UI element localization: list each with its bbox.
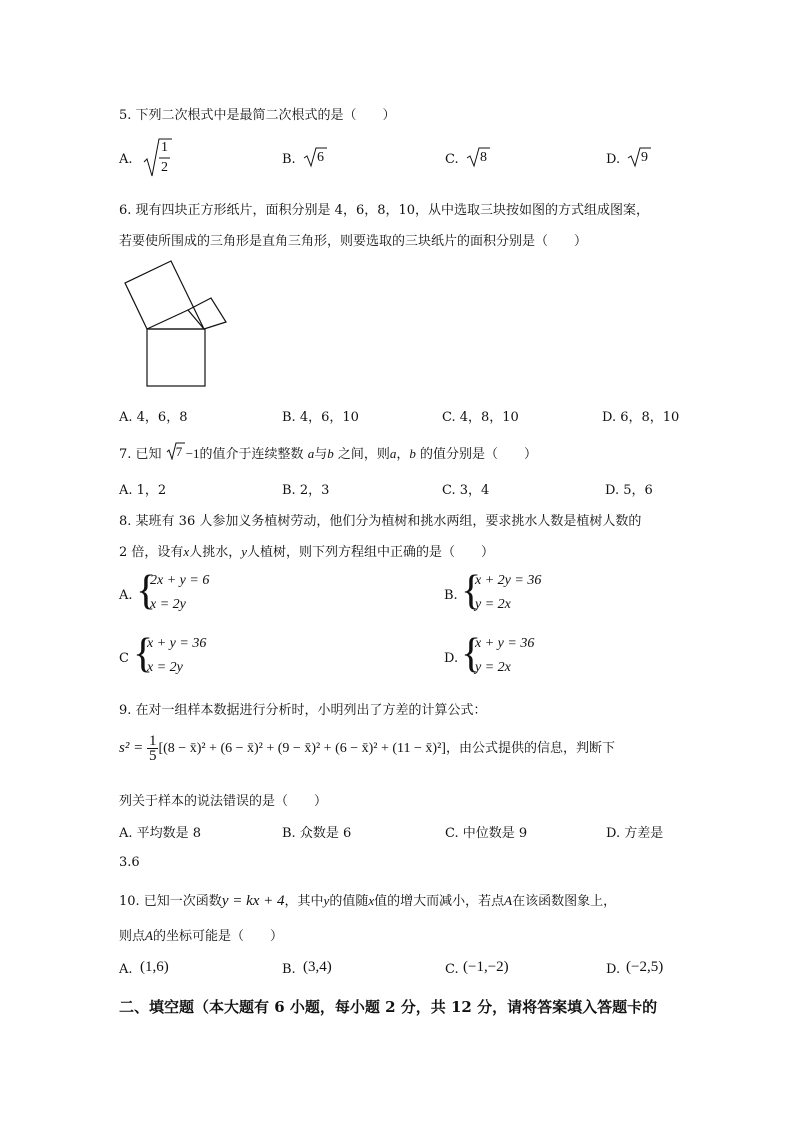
- q5-option-d-label: D.: [606, 152, 621, 167]
- brace-icon: {: [136, 568, 157, 614]
- q8-var-y: y: [241, 544, 247, 559]
- q8-line2-c: 人植树，则下列方程组中正确的是（ ）: [246, 545, 494, 560]
- triangle-leg: [147, 310, 188, 329]
- q10-option-a-label: A.: [119, 962, 133, 977]
- radical-icon: [303, 146, 329, 168]
- q5-option-a-label: A.: [119, 152, 133, 167]
- q8-var-x: x: [183, 544, 190, 559]
- q8-a-eq2: x = 2y: [150, 597, 186, 612]
- brace-icon: {: [461, 631, 482, 677]
- q10-mid4: 在该函数图象上，: [512, 894, 617, 909]
- brace-icon: {: [133, 631, 154, 677]
- q8-b-eq2: y = 2x: [475, 597, 511, 612]
- q9-stem: 9. 在对一组样本数据进行分析时，小明列出了方差的计算公式：: [119, 703, 487, 718]
- q7-option-a: A. 1，2: [119, 483, 167, 498]
- section-heading: 二、填空题（本大题有 6 小题，每小题 2 分，共 12 分，请将答案填入答题卡的: [119, 998, 658, 1016]
- q10-stem-line2: [119, 925, 283, 944]
- q6-option-d: D. 6，8，10: [602, 410, 680, 425]
- q8-d-eq2: y = 2x: [475, 660, 511, 675]
- q9-formula-body: [(8 − x̄)² + (6 − x̄)² + (9 − x̄)² + (6 − x̄)² + (11 − x̄)²]: [158, 740, 446, 756]
- q9-option-d: D. 方差是: [606, 826, 664, 841]
- q9-option-b: B. 众数是 6: [282, 826, 352, 841]
- q8-c-eq1: x + y = 36: [147, 636, 207, 651]
- radical-icon: [627, 146, 653, 168]
- right-square: [188, 298, 226, 329]
- squares-triangle-figure: [118, 258, 234, 390]
- q6-option-b: B. 4，6，10: [282, 410, 359, 425]
- q5-b-radicand: 6: [317, 150, 324, 165]
- q5-option-c-formula: [466, 146, 492, 168]
- q8-b-eq1: x + 2y = 36: [475, 573, 542, 588]
- q6-stem-line2: 若要使所围成的三角形是直角三角形，则要选取的三块纸片的面积分别是（ ）: [119, 234, 588, 249]
- q10-option-d-label: D.: [606, 962, 621, 977]
- q7-var-a2: a: [389, 446, 397, 461]
- q7-radical: [166, 444, 186, 460]
- q10-point-a2: A: [145, 928, 153, 943]
- q10-mid1: ，其中: [284, 894, 324, 909]
- q9-frac-den: 5: [148, 748, 157, 764]
- q10-option-b-label: B.: [282, 962, 296, 977]
- q10-option-a-value: (1,6): [140, 959, 169, 975]
- q7-yu: 与: [314, 447, 328, 462]
- q10-stem-line1: [119, 890, 616, 910]
- q7-stem: [119, 443, 537, 462]
- brace-icon: {: [461, 568, 482, 614]
- q8-option-b-label: B.: [444, 588, 458, 603]
- q5-c-radicand: 8: [480, 150, 487, 165]
- q10-option-b-value: (3,4): [303, 959, 332, 975]
- q10-var-y: y: [323, 893, 330, 908]
- q7-prefix: 7. 已知: [119, 447, 162, 462]
- q7-option-b: B. 2，3: [282, 483, 330, 498]
- q9-formula-lhs: s² =: [119, 739, 144, 756]
- q7-var-a: a: [307, 446, 315, 461]
- q5-option-c-label: C.: [445, 152, 459, 167]
- radical-icon: [143, 136, 173, 180]
- q10-option-c-value: (−1,−2): [463, 959, 509, 975]
- q10-mid3: 值的增大而减小，若点: [374, 894, 505, 909]
- q7-var-b: b: [327, 446, 334, 461]
- q10-line2-b: 的坐标可能是（ ）: [152, 929, 283, 944]
- q5-d-radicand: 9: [641, 150, 648, 165]
- q9-option-c: C. 中位数是 9: [445, 826, 528, 841]
- q10-option-c-label: C.: [445, 962, 459, 977]
- q8-option-a-label: A.: [119, 588, 133, 603]
- q7-option-d: D. 5，6: [605, 483, 653, 498]
- q9-fraction: [147, 734, 159, 763]
- radical-icon: [466, 146, 492, 168]
- q8-option-d-label: D.: [444, 651, 459, 666]
- q7-radicand: 7: [175, 444, 183, 459]
- q5-stem: 5. 下列二次根式中是最简二次根式的是（ ）: [119, 108, 396, 123]
- q10-point-a: A: [504, 893, 513, 908]
- q7-minus-one: −1: [185, 446, 200, 461]
- q10-var-x: x: [368, 893, 375, 908]
- q5-option-b-formula: [303, 146, 329, 168]
- q10-line2-a: 则点: [119, 929, 146, 944]
- q8-option-c-label: C: [119, 651, 129, 666]
- q10-option-d-value: (−2,5): [626, 959, 664, 975]
- q5-option-a-formula: [143, 136, 173, 180]
- bottom-square: [147, 329, 205, 386]
- q8-c-eq2: x = 2y: [147, 660, 183, 675]
- q9-formula: [119, 734, 615, 763]
- q9-option-d-continued: 3.6: [119, 855, 140, 870]
- q10-function: y = kx + 4: [221, 893, 285, 909]
- q10-prefix: 10. 已知一次函数: [119, 894, 222, 909]
- q8-d-eq1: x + y = 36: [475, 636, 535, 651]
- q8-line2-a: 2 倍，设有: [119, 545, 184, 560]
- q7-option-c: C. 3，4: [442, 483, 490, 498]
- q9-option-a: A. 平均数是 8: [119, 826, 202, 841]
- q7-suffix1: 之间，则: [337, 447, 390, 462]
- q5-a-denominator: 2: [161, 160, 168, 175]
- q8-a-eq1: 2x + y = 6: [150, 573, 210, 588]
- q7-var-b2: b: [409, 446, 416, 461]
- q8-line2-b: 人挑水，: [189, 545, 242, 560]
- q9-frac-num: 1: [148, 733, 157, 749]
- q6-option-a: A. 4，6，8: [119, 410, 188, 425]
- q5-a-numerator: 1: [161, 140, 168, 155]
- q6-option-c: C. 4，8，10: [442, 410, 519, 425]
- q5-option-d-formula: [627, 146, 653, 168]
- q7-comma: ，: [396, 447, 410, 462]
- q8-stem-line2: [119, 541, 494, 560]
- q9-line3: 列关于样本的说法错误的是（ ）: [119, 794, 328, 809]
- q8-stem-line1: 8. 某班有 36 人参加义务植树劳动，他们分为植树和挑水两组，要求挑水人数是植树人数的: [119, 514, 642, 529]
- q6-stem-line1: 6. 现有四块正方形纸片，面积分别是 4，6，8，10，从中选取三块按如图的方式组成图案，: [119, 203, 650, 218]
- q7-suffix2: 的值分别是（ ）: [420, 447, 538, 462]
- q10-mid2: 的值随: [329, 894, 369, 909]
- left-square: [125, 261, 204, 329]
- q7-mid: 的值介于连续整数: [199, 447, 304, 462]
- q9-formula-after: ，由公式提供的信息，判断下: [445, 740, 615, 756]
- q5-option-b-label: B.: [282, 152, 296, 167]
